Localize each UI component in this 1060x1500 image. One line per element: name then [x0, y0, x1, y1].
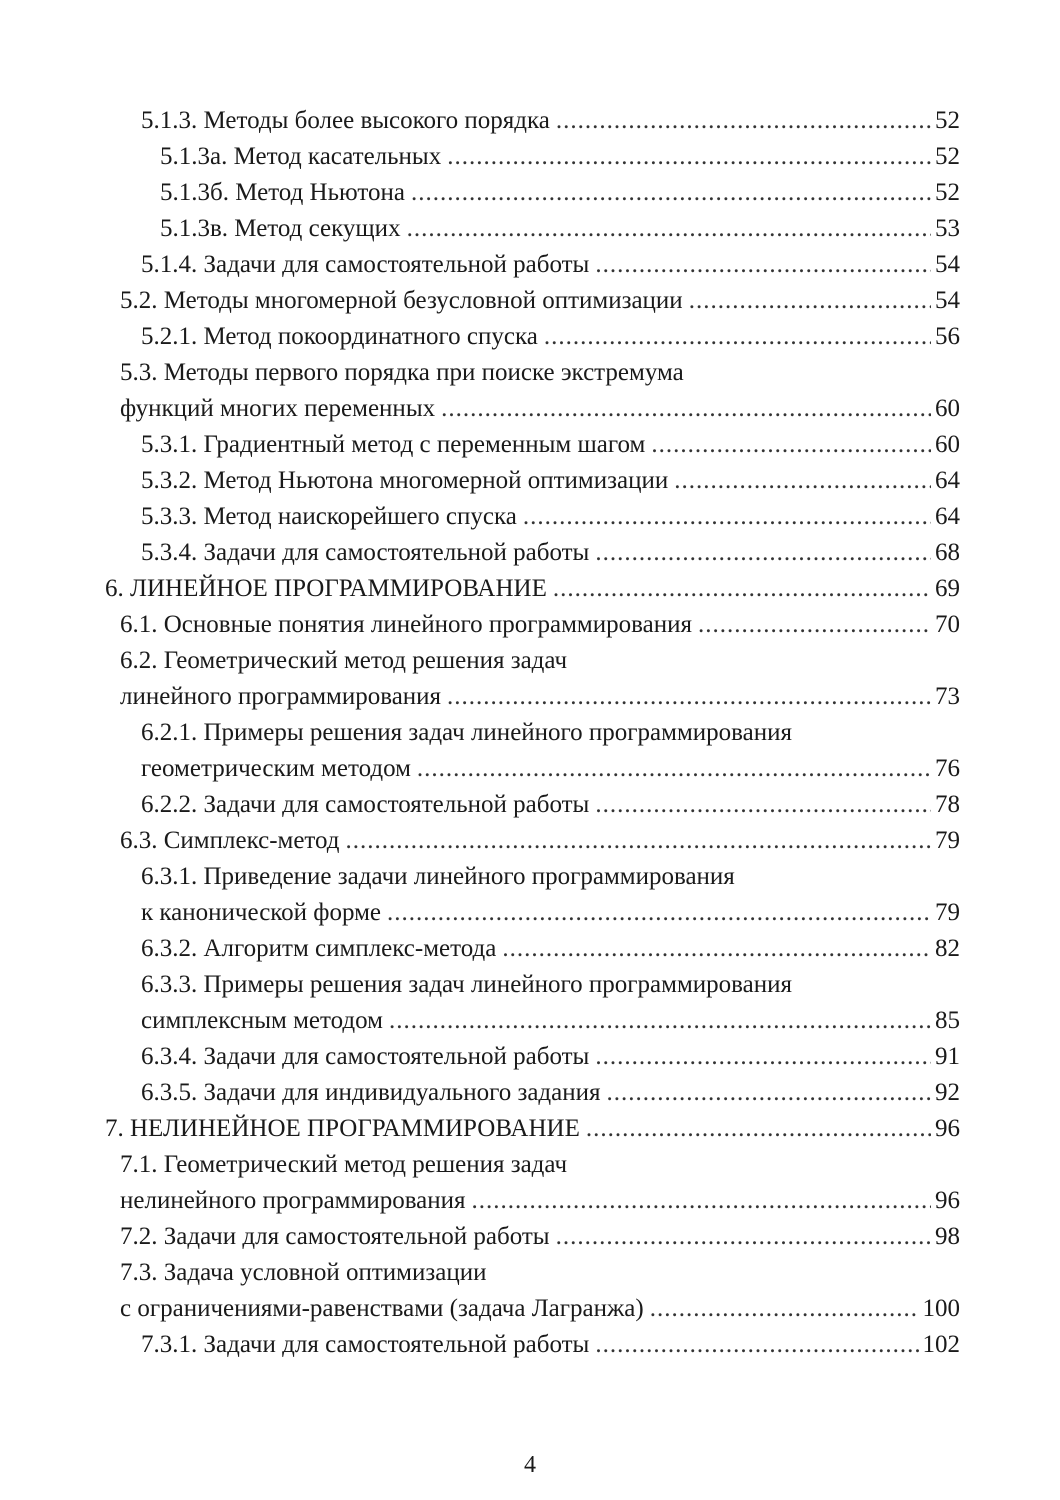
toc-entry-page: 52: [935, 107, 960, 134]
dot-leader: [447, 679, 931, 715]
toc-entry-page: 98: [935, 1223, 960, 1250]
toc-entry-7-1: [0, 1147, 1060, 1219]
toc-entry-title: геометрическим методом: [141, 755, 411, 782]
toc-entry-7-2: [0, 1219, 1060, 1255]
toc-entry-5-3-4: [0, 535, 1060, 571]
toc-entry-title: 5.1.4. Задачи для самостоятельной работы: [141, 251, 590, 278]
toc-entry-5-1-4: [0, 247, 1060, 283]
toc-entry-6-3-1: [0, 859, 1060, 931]
toc-entry-6-3-5: [0, 1075, 1060, 1111]
toc-entry-page: 68: [935, 539, 960, 566]
toc-entry-5-3-1: [0, 427, 1060, 463]
dot-leader: [441, 391, 931, 427]
toc-entry-title: линейного программирования: [120, 683, 442, 710]
toc-entry-title: 7.3.1. Задачи для самостоятельной работы: [141, 1331, 590, 1358]
dot-leader: [674, 463, 931, 499]
toc-entry-page: 96: [935, 1187, 960, 1214]
dot-leader: [346, 823, 931, 859]
toc-entry-title: 5.3.3. Метод наискорейшего спуска: [141, 503, 517, 530]
toc-entry-page: 76: [935, 755, 960, 782]
toc-entry-6: [0, 571, 1060, 607]
dot-leader: [544, 319, 931, 355]
toc-entry-7-3: [0, 1255, 1060, 1327]
dot-leader: [595, 1039, 931, 1075]
toc-entry-title: 5.2. Методы многомерной безусловной оптимизации: [120, 287, 683, 314]
toc-entry-7-3-1: [0, 1327, 1060, 1363]
toc-entry-title: 7.2. Задачи для самостоятельной работы: [120, 1223, 550, 1250]
toc-entry-title: нелинейного программирования: [120, 1187, 466, 1214]
toc-entry-5-1-3: [0, 103, 1060, 139]
dot-leader: [595, 535, 931, 571]
table-of-contents: [0, 103, 1060, 1363]
toc-entry-5-2-1: [0, 319, 1060, 355]
toc-entry-page: 79: [935, 899, 960, 926]
toc-entry-page: 96: [935, 1115, 960, 1142]
dot-leader: [595, 1327, 918, 1363]
toc-entry-page: 73: [935, 683, 960, 710]
toc-entry-6-2-2: [0, 787, 1060, 823]
toc-entry-7: [0, 1111, 1060, 1147]
toc-entry-title: 6.3.5. Задачи для индивидуального задания: [141, 1079, 601, 1106]
dot-leader: [389, 1003, 931, 1039]
dot-leader: [698, 607, 931, 643]
toc-entry-page: 64: [935, 467, 960, 494]
dot-leader: [689, 283, 931, 319]
toc-entry-5-2: [0, 283, 1060, 319]
toc-entry-page: 52: [935, 143, 960, 170]
toc-entry-title: 6.3.2. Алгоритм симплекс-метода: [141, 935, 497, 962]
toc-entry-page: 69: [935, 575, 960, 602]
toc-entry-title: 6.2.1. Примеры решения задач линейного программирования: [141, 719, 793, 746]
toc-entry-title: 6.3.1. Приведение задачи линейного программирования: [141, 863, 735, 890]
toc-entry-title: симплексным методом: [141, 1007, 383, 1034]
toc-entry-page: 92: [935, 1079, 960, 1106]
toc-entry-title: 5.1.3. Методы более высокого порядка: [141, 107, 550, 134]
dot-leader: [417, 751, 931, 787]
toc-entry-page: 60: [935, 431, 960, 458]
dot-leader: [556, 103, 931, 139]
toc-entry-5-3: [0, 355, 1060, 427]
toc-entry-6-3-2: [0, 931, 1060, 967]
toc-entry-title: 7. НЕЛИНЕЙНОЕ ПРОГРАММИРОВАНИЕ: [105, 1115, 580, 1142]
toc-entry-title: 7.3. Задача условной оптимизации: [120, 1259, 487, 1286]
toc-entry-5-3-3: [0, 499, 1060, 535]
toc-entry-page: 56: [935, 323, 960, 350]
dot-leader: [556, 1219, 931, 1255]
dot-leader: [407, 211, 931, 247]
toc-entry-title: 5.1.3б. Метод Ньютона: [160, 179, 405, 206]
toc-entry-title: 6.3. Симплекс-метод: [120, 827, 340, 854]
dot-leader: [447, 139, 931, 175]
toc-entry-title: 5.1.3а. Метод касательных: [160, 143, 442, 170]
toc-entry-title: к канонической форме: [141, 899, 382, 926]
toc-entry-6-1: [0, 607, 1060, 643]
page-number: 4: [524, 1452, 536, 1478]
toc-entry-title: 6. ЛИНЕЙНОЕ ПРОГРАММИРОВАНИЕ: [105, 575, 547, 602]
toc-entry-page: 54: [935, 251, 960, 278]
toc-entry-5-1-3v: [0, 211, 1060, 247]
toc-entry-title: функций многих переменных: [120, 395, 436, 422]
toc-entry-title: 5.2.1. Метод покоординатного спуска: [141, 323, 538, 350]
toc-entry-title: 5.3.1. Градиентный метод с переменным шагом: [141, 431, 646, 458]
toc-entry-title: 5.1.3в. Метод секущих: [160, 215, 401, 242]
toc-entry-5-1-3a: [0, 139, 1060, 175]
toc-entry-title: 5.3.4. Задачи для самостоятельной работы: [141, 539, 590, 566]
toc-entry-page: 78: [935, 791, 960, 818]
toc-entry-page: 60: [935, 395, 960, 422]
toc-entry-page: 54: [935, 287, 960, 314]
toc-entry-6-2-1: [0, 715, 1060, 787]
dot-leader: [523, 499, 931, 535]
dot-leader: [607, 1075, 931, 1111]
toc-entry-6-3: [0, 823, 1060, 859]
toc-entry-6-3-3: [0, 967, 1060, 1039]
toc-entry-page: 85: [935, 1007, 960, 1034]
toc-entry-title: 6.3.3. Примеры решения задач линейного программирования: [141, 971, 793, 998]
toc-entry-page: 79: [935, 827, 960, 854]
toc-entry-page: 100: [922, 1295, 960, 1322]
dot-leader: [586, 1111, 931, 1147]
dot-leader: [553, 571, 931, 607]
dot-leader: [651, 427, 931, 463]
toc-entry-page: 91: [935, 1043, 960, 1070]
dot-leader: [472, 1183, 931, 1219]
toc-entry-page: 102: [922, 1331, 960, 1358]
toc-entry-title: 6.1. Основные понятия линейного программирования: [120, 611, 692, 638]
dot-leader: [595, 787, 931, 823]
toc-entry-page: 52: [935, 179, 960, 206]
dot-leader: [387, 895, 931, 931]
toc-entry-page: 53: [935, 215, 960, 242]
dot-leader: [595, 247, 931, 283]
toc-entry-5-3-2: [0, 463, 1060, 499]
toc-entry-title: 5.3. Методы первого порядка при поиске экстремума: [120, 359, 684, 386]
toc-entry-title: 6.2. Геометрический метод решения задач: [120, 647, 568, 674]
toc-entry-page: 82: [935, 935, 960, 962]
toc-entry-5-1-3b: [0, 175, 1060, 211]
toc-entry-6-2: [0, 643, 1060, 715]
dot-leader: [502, 931, 931, 967]
toc-entry-page: 70: [935, 611, 960, 638]
dot-leader: [411, 175, 931, 211]
toc-entry-title: с ограничениями-равенствами (задача Лагранжа): [120, 1295, 644, 1322]
dot-leader: [650, 1291, 919, 1327]
toc-entry-title: 6.2.2. Задачи для самостоятельной работы: [141, 791, 590, 818]
toc-entry-title: 5.3.2. Метод Ньютона многомерной оптимизации: [141, 467, 669, 494]
toc-entry-title: 6.3.4. Задачи для самостоятельной работы: [141, 1043, 590, 1070]
toc-entry-6-3-4: [0, 1039, 1060, 1075]
toc-entry-title: 7.1. Геометрический метод решения задач: [120, 1151, 568, 1178]
toc-entry-page: 64: [935, 503, 960, 530]
